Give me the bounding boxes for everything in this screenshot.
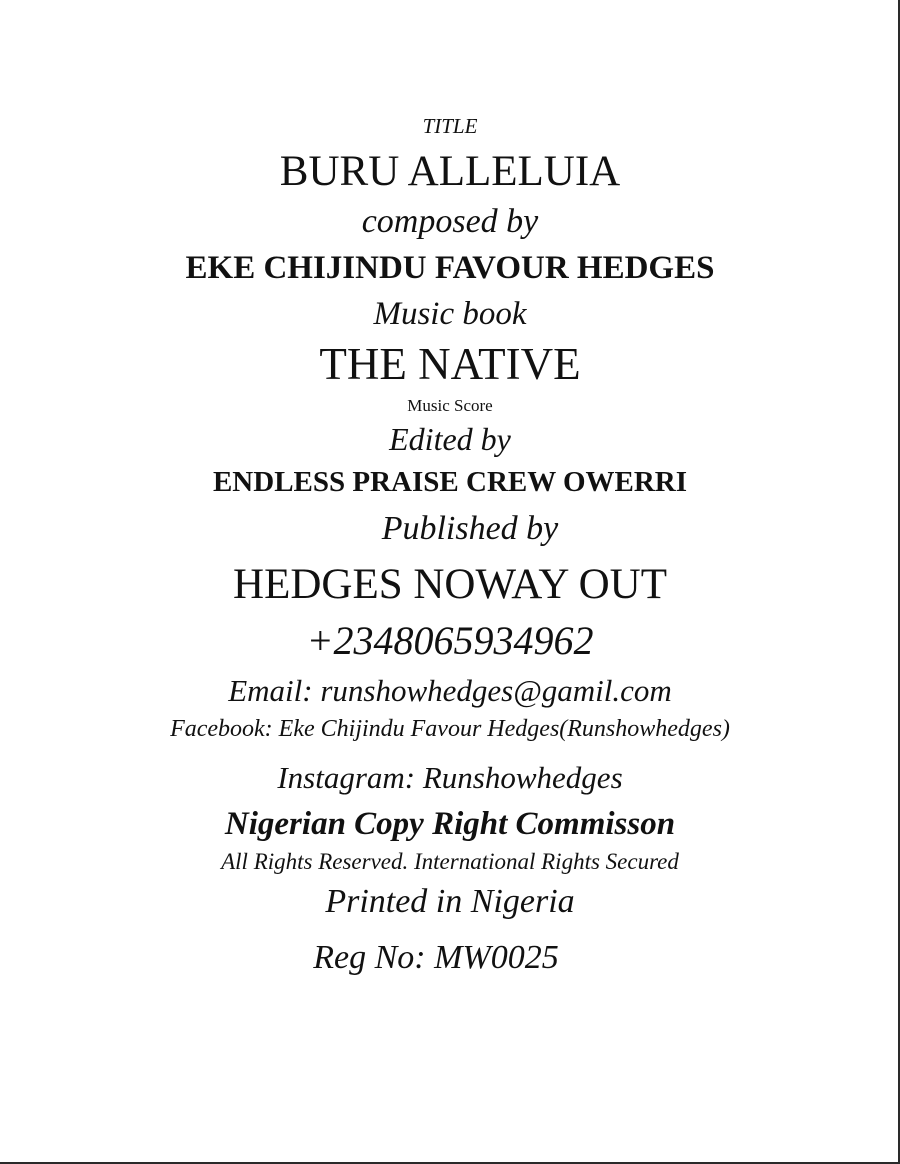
phone-number: +2348065934962 [306, 618, 594, 663]
song-title: BURU ALLELUIA [279, 148, 621, 195]
music-book-title: THE NATIVE [319, 339, 581, 389]
facebook-handle: Facebook: Eke Chijindu Favour Hedges(Runshowhedges) [170, 716, 730, 742]
editor-name: ENDLESS PRAISE CREW OWERRI [212, 466, 688, 498]
registration-number: Reg No: MW0025 [313, 939, 559, 976]
music-book-caption: Music book [373, 296, 527, 332]
published-by-caption: Published by [381, 510, 559, 547]
composed-by-caption: composed by [361, 203, 539, 240]
edited-by-caption: Edited by [389, 421, 511, 457]
rights-notice: All Rights Reserved. International Rights Secured [221, 849, 679, 874]
music-score-caption: Music Score [407, 396, 493, 415]
copyright-body: Nigerian Copy Right Commisson [224, 806, 676, 842]
printed-location: Printed in Nigeria [325, 883, 575, 920]
instagram-handle: Instagram: Runshowhedges [277, 760, 623, 795]
publisher-name: HEDGES NOWAY OUT [233, 561, 667, 608]
email-address: Email: runshowhedges@gamil.com [228, 673, 672, 708]
title-label: TITLE [422, 114, 478, 138]
composer-name: EKE CHIJINDU FAVOUR HEDGES [185, 250, 715, 286]
